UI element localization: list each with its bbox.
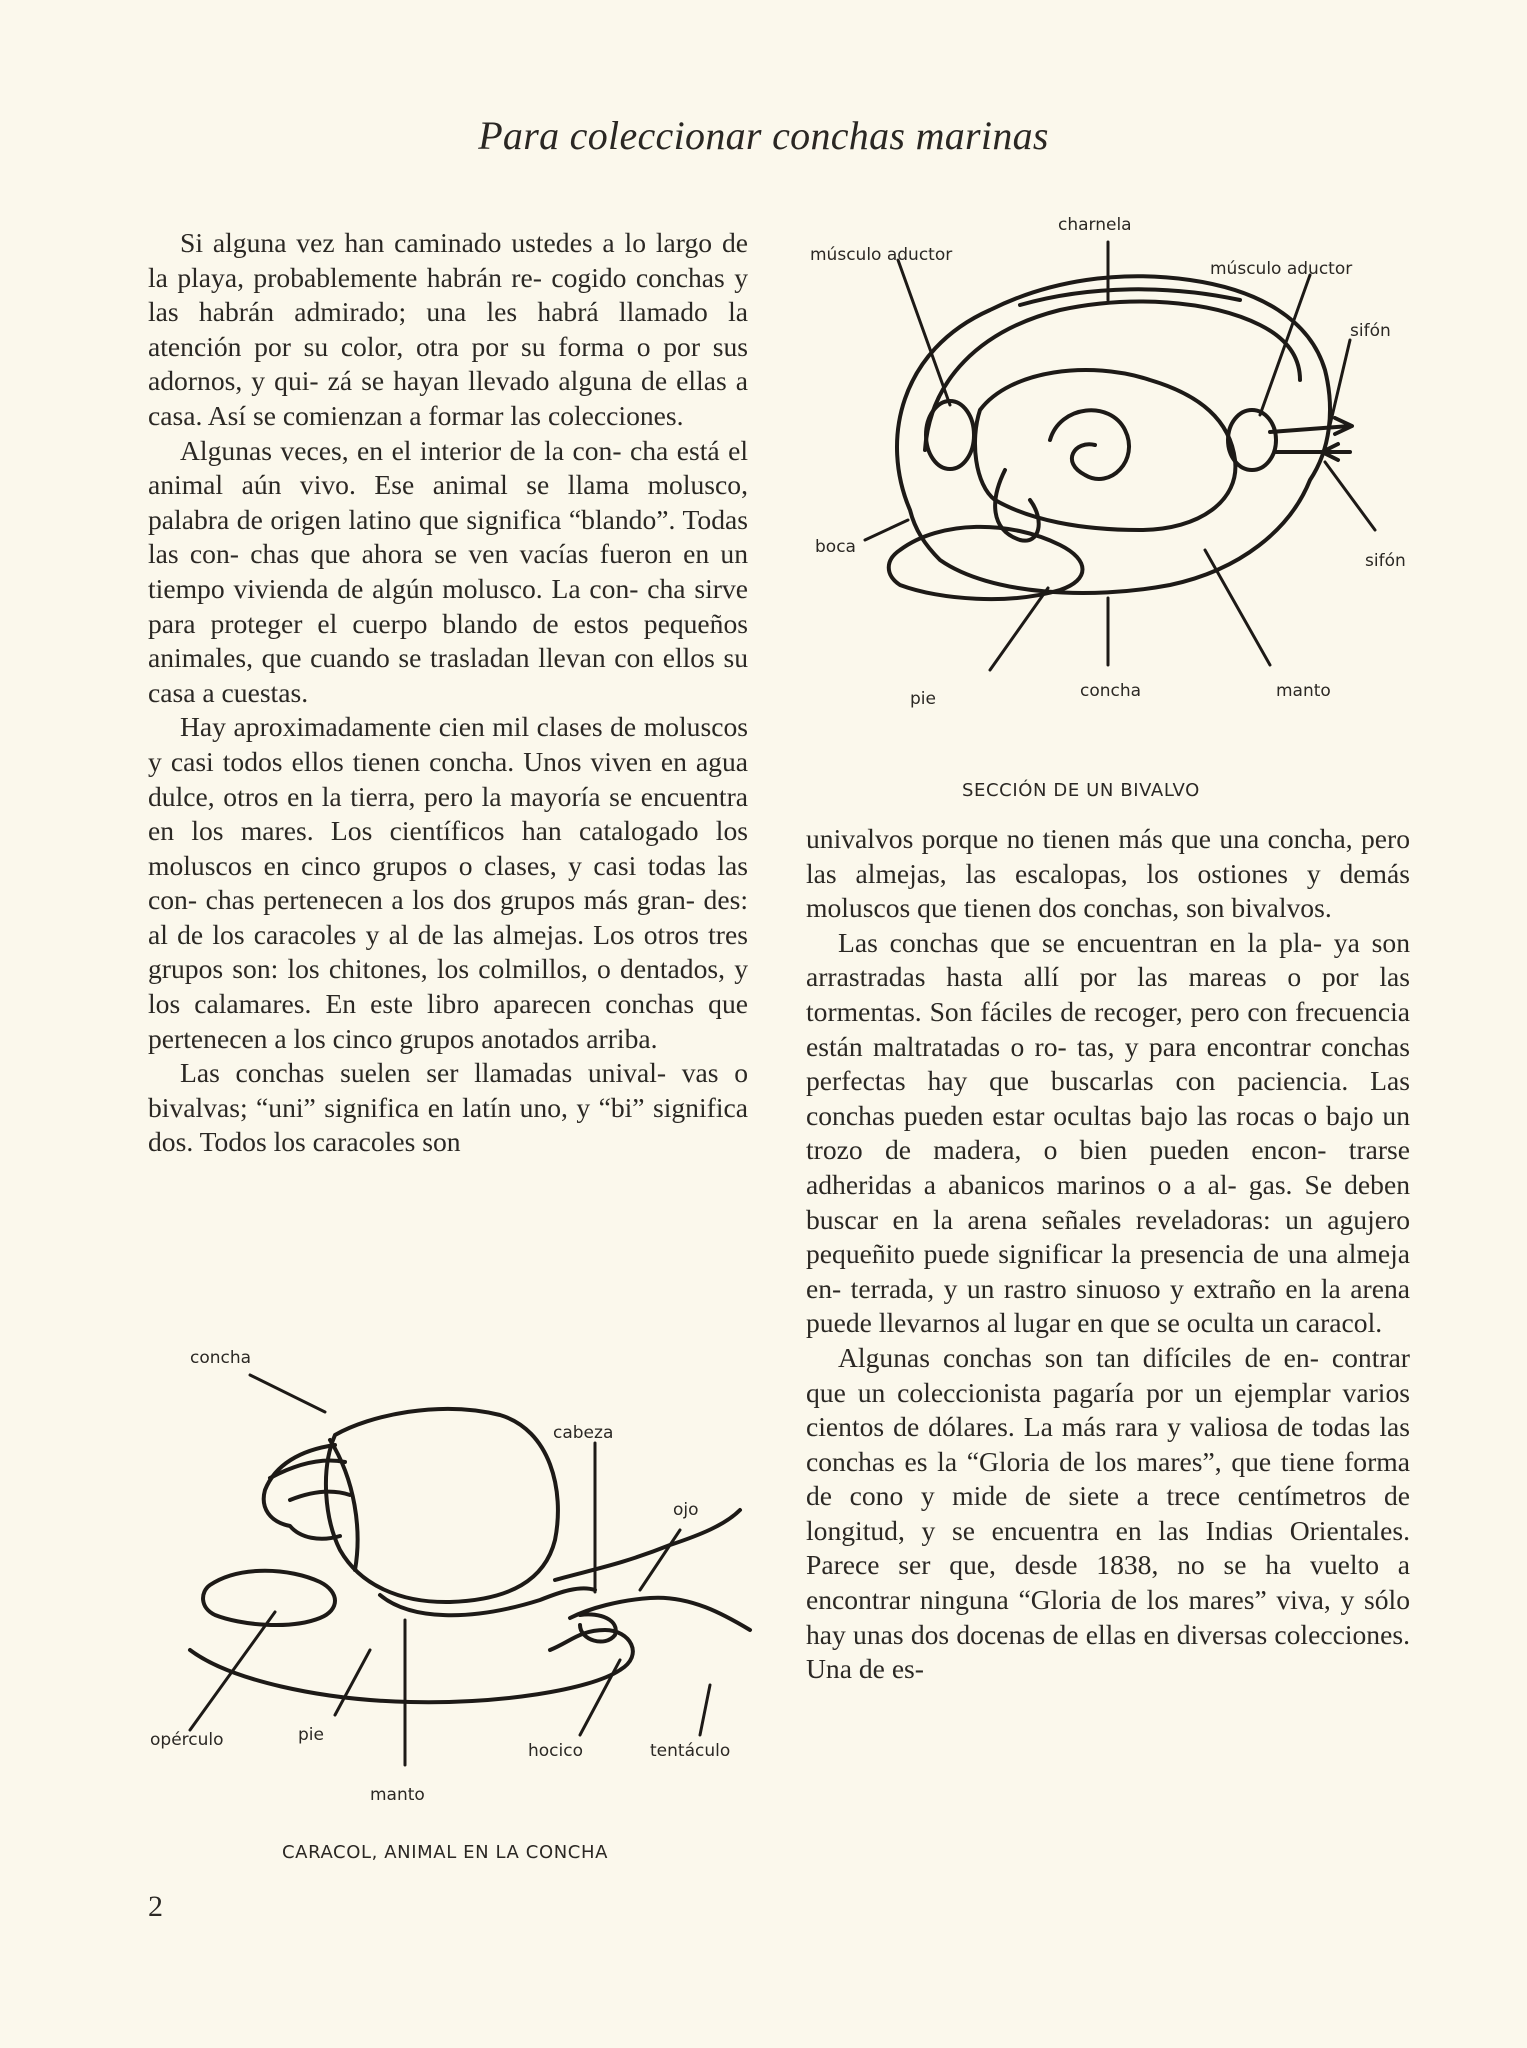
adductor-muscle-left (926, 401, 974, 469)
snail-head (555, 1510, 740, 1580)
bivalve-caption: SECCIÓN DE UN BIVALVO (962, 780, 1200, 801)
left-text-column (148, 226, 748, 1160)
bivalve-gut (1050, 410, 1129, 479)
page-number: 2 (148, 1890, 163, 1923)
label-operculo: opérculo (150, 1730, 224, 1750)
leader-line (1330, 340, 1350, 425)
label-sifon-top: sifón (1350, 321, 1391, 341)
leader-line (865, 520, 908, 540)
label-manto: manto (370, 1785, 425, 1805)
snail-mantle (380, 1588, 595, 1615)
right-text-column (806, 822, 1410, 1687)
leader-line (250, 1375, 325, 1412)
paragraph: Hay aproximadamente cien mil clases de moluscos y casi todos ellos tienen concha. Unos viven en agua dulce, otros en la tierra, pero la mayoría se encuentra en los mares. Los científicos han catalogado los moluscos en cinco grupos o clases, y casi todas las con- chas pertenecen a los dos grupos más gran- des: al de los caracoles y al de las almejas. Los otros tres grupos son: los chitones, los colmillos, o dentados, y los calamares. En este libro aparecen conchas que pertenecen a los cinco grupos anotados arriba. (148, 711, 748, 1054)
bivalve-shell-outline (897, 276, 1330, 593)
label-charnela: charnela (1058, 215, 1132, 235)
label-boca: boca (815, 537, 856, 557)
leader-line (898, 260, 950, 405)
paragraph: Las conchas que se encuentran en la pla- ya son arrastradas hasta allí por las mareas o por las tormentas. Son fáciles de recoger, pero con frecuencia están maltratadas o ro- tas, y para encontrar conchas perfectas hay que buscarlas con paciencia. Las conchas pueden estar ocultas bajo las rocas o bajo un trozo de madera, o bien pueden encon- trarse adheridas a abanicos marinos o a al- gas. Se deben buscar en la arena señales reveladoras: un agujero pequeñito puede significar la presencia de una almeja en- terrada, y un rastro sinuoso y extraño en la arena puede llevarnos al lugar en que se oculta un caracol. (806, 926, 1410, 1339)
leader-line (1205, 550, 1270, 665)
label-manto: manto (1276, 681, 1331, 701)
label-pie: pie (910, 689, 936, 709)
label-pie: pie (298, 1725, 324, 1745)
leader-line (1260, 275, 1310, 415)
paragraph: Las conchas suelen ser llamadas unival- vas o bivalvas; “uni” significa en latín uno, y “bi” significa dos. Todos los caracoles son (148, 1057, 748, 1158)
paragraph: Si alguna vez han caminado ustedes a lo largo de la playa, probablemente habrán re- cogido conchas y las habrán admirado; una les habrá llamado la atención por su color, otra por su forma o por sus adornos, y qui- zá se hayan llevado alguna de ellas a casa. Así se comienzan a formar las colecciones. (148, 227, 748, 431)
snail-diagram (150, 1330, 790, 1820)
leader-line (700, 1685, 710, 1735)
label-sifon-bottom: sifón (1365, 551, 1406, 571)
leader-line (1325, 462, 1375, 530)
snail-operculum (203, 1571, 335, 1625)
label-cabeza: cabeza (553, 1423, 614, 1443)
page-title: Para coleccionar conchas marinas (478, 113, 1049, 158)
paragraph: Algunas veces, en el interior de la con- cha está el animal aún vivo. Ese animal se llama molusco, palabra de origen latino que significa “blando”. Todas las con- chas que ahora se ven vacías fueron en un tiempo vivienda de algún molusco. La con- cha sirve para proteger el cuerpo blando de estos pequeños animales, que cuando se trasladan llevan con ellos su casa a cuestas. (148, 434, 748, 708)
snail-foot (190, 1630, 633, 1702)
leader-line (190, 1612, 275, 1730)
label-concha: concha (1080, 681, 1142, 701)
snail-shell-whorl (290, 1492, 350, 1500)
snail-shell-body-whorl (326, 1409, 558, 1602)
paragraph: Algunas conchas son tan difíciles de en- contrar que un coleccionista pagaría por un ejemplar varios cientos de dólares. La más rara y valiosa de todas las conchas es la “Gloria de los mares”, que tiene forma de cono y mide de siete a trece centímetros de longitud, y se encuentra en las Indias Orientales. Parece ser que, desde 1838, no se ha vuelto a encontrar ninguna “Gloria de los mares” viva, y sólo hay unas dos docenas de ellas en diversas colecciones. Una de es- (806, 1341, 1410, 1685)
snail-mouth (580, 1614, 616, 1641)
label-musculo-aductor-right: músculo aductor (1210, 259, 1353, 279)
label-ojo: ojo (673, 1500, 699, 1520)
bivalve-inner-outline (925, 302, 1300, 450)
bivalve-diagram (790, 200, 1410, 720)
snail-caption: CARACOL, ANIMAL EN LA CONCHA (282, 1842, 608, 1863)
bivalve-body (975, 370, 1235, 530)
leader-line (580, 1660, 620, 1735)
leader-line (640, 1530, 680, 1590)
paragraph: univalvos porque no tienen más que una concha, pero las almejas, las escalopas, los ostiones y demás moluscos que tienen dos conchas, son bivalvos. (806, 823, 1410, 924)
label-tentaculo: tentáculo (650, 1741, 731, 1761)
label-hocico: hocico (528, 1741, 583, 1761)
label-concha: concha (190, 1348, 252, 1368)
label-musculo-aductor-left: músculo aductor (810, 245, 953, 265)
bivalve-foot (889, 527, 1083, 599)
leader-line (335, 1650, 370, 1715)
